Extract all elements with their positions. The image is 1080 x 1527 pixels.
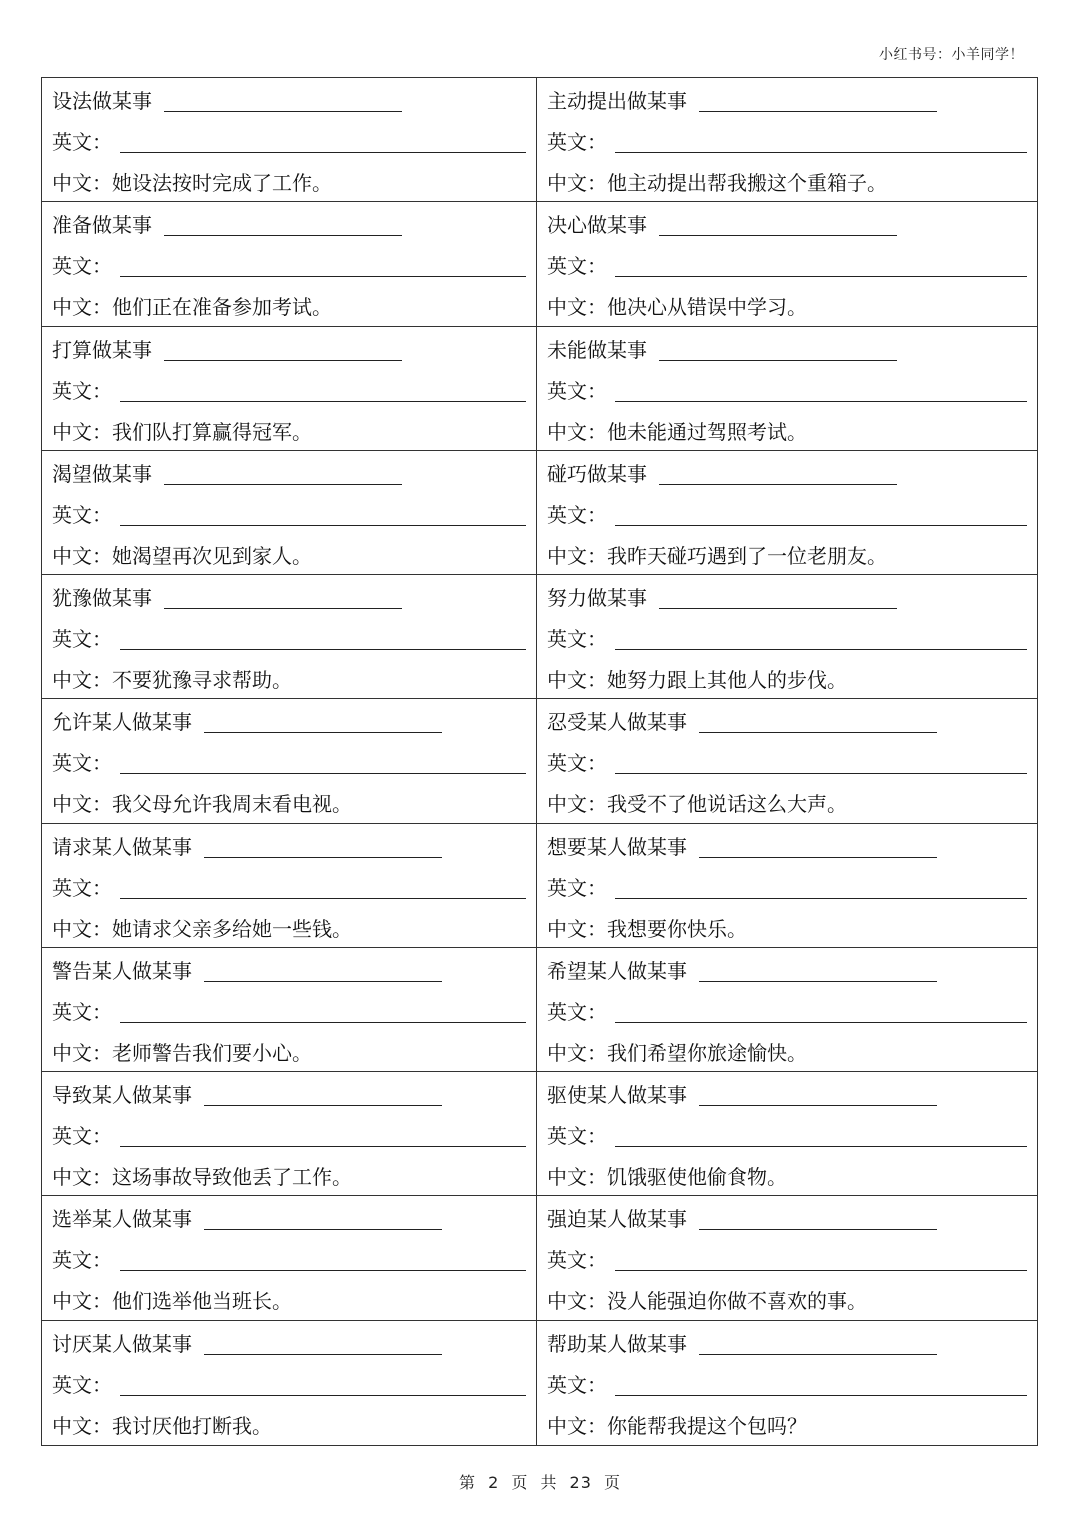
phrase-text: 犹豫做某事 [52, 586, 152, 611]
english-answer-blank[interactable] [615, 524, 1027, 526]
phrase-answer-blank[interactable] [164, 483, 402, 485]
chinese-sentence: 他决心从错误中学习。 [607, 295, 807, 320]
chinese-line [52, 656, 526, 697]
english-line [52, 118, 526, 159]
chinese-label: 中文： [52, 668, 112, 693]
english-line [547, 1236, 1027, 1277]
english-label: 英文： [547, 751, 607, 776]
chinese-sentence: 你能帮我提这个包吗？ [607, 1413, 807, 1438]
english-answer-blank[interactable] [120, 400, 526, 402]
exercise-cell [42, 78, 537, 202]
phrase-answer-blank[interactable] [699, 856, 937, 858]
english-line [547, 864, 1027, 905]
english-label: 英文： [52, 502, 112, 527]
english-line [52, 988, 526, 1029]
english-label: 英文： [52, 378, 112, 403]
phrase-line [547, 1082, 1027, 1112]
phrase-text: 准备做某事 [52, 213, 152, 238]
chinese-label: 中文： [52, 916, 112, 941]
chinese-sentence: 他们选举他当班长。 [112, 1289, 292, 1314]
chinese-sentence: 不要犹豫寻求帮助。 [112, 668, 292, 693]
chinese-line [547, 1277, 1027, 1318]
exercise-cell [42, 575, 537, 699]
english-label: 英文： [547, 1124, 607, 1149]
exercise-cell [537, 948, 1037, 1072]
phrase-answer-blank[interactable] [204, 1228, 442, 1230]
phrase-answer-blank[interactable] [204, 980, 442, 982]
phrase-line [547, 958, 1027, 988]
english-answer-blank[interactable] [120, 648, 526, 650]
phrase-text: 导致某人做某事 [52, 1083, 192, 1108]
phrase-answer-blank[interactable] [204, 731, 442, 733]
phrase-answer-blank[interactable] [204, 1104, 442, 1106]
phrase-text: 未能做某事 [547, 337, 647, 362]
chinese-line [52, 1277, 526, 1318]
phrase-answer-blank[interactable] [164, 359, 402, 361]
english-answer-blank[interactable] [120, 772, 526, 774]
english-line [52, 739, 526, 780]
chinese-sentence: 他未能通过驾照考试。 [607, 419, 807, 444]
exercise-cell [42, 699, 537, 823]
phrase-line [547, 709, 1027, 739]
chinese-line [52, 780, 526, 821]
english-answer-blank[interactable] [120, 1021, 526, 1023]
phrase-line [52, 1206, 526, 1236]
english-label: 英文： [52, 1124, 112, 1149]
exercise-cell [537, 327, 1037, 451]
chinese-sentence: 她请求父亲多给她一些钱。 [112, 916, 352, 941]
chinese-line [52, 1029, 526, 1070]
chinese-line [547, 905, 1027, 946]
english-answer-blank[interactable] [120, 1394, 526, 1396]
phrase-text: 允许某人做某事 [52, 710, 192, 735]
phrase-line [547, 834, 1027, 864]
phrase-line [52, 212, 526, 242]
chinese-line [547, 656, 1027, 697]
phrase-line [547, 461, 1027, 491]
english-answer-blank[interactable] [615, 1145, 1027, 1147]
phrase-text: 帮助某人做某事 [547, 1331, 687, 1356]
exercise-cell [537, 78, 1037, 202]
exercise-cell [537, 1072, 1037, 1196]
exercise-cell [537, 699, 1037, 823]
phrase-text: 决心做某事 [547, 213, 647, 238]
english-answer-blank[interactable] [615, 648, 1027, 650]
english-answer-blank[interactable] [120, 524, 526, 526]
phrase-answer-blank[interactable] [659, 359, 897, 361]
english-label: 英文： [52, 130, 112, 154]
english-answer-blank[interactable] [615, 400, 1027, 402]
phrase-answer-blank[interactable] [204, 856, 442, 858]
chinese-line [547, 532, 1027, 573]
chinese-line [547, 408, 1027, 449]
exercise-cell [42, 1321, 537, 1445]
chinese-sentence: 她努力跟上其他人的步伐。 [607, 668, 847, 693]
chinese-line [52, 1402, 526, 1443]
phrase-text: 设法做某事 [52, 89, 152, 113]
chinese-sentence: 我昨天碰巧遇到了一位老朋友。 [607, 543, 887, 568]
english-label: 英文： [547, 254, 607, 279]
chinese-label: 中文： [547, 1040, 607, 1065]
exercise-cell [42, 451, 537, 575]
phrase-line [547, 1206, 1027, 1236]
chinese-line [547, 1402, 1027, 1443]
english-answer-blank[interactable] [120, 151, 526, 153]
english-label: 英文： [547, 502, 607, 527]
phrase-answer-blank[interactable] [204, 1353, 442, 1355]
chinese-sentence: 饥饿驱使他偷食物。 [607, 1165, 787, 1190]
phrase-line [547, 1331, 1027, 1361]
phrase-line [52, 958, 526, 988]
chinese-sentence: 我们希望你旅途愉快。 [607, 1040, 807, 1065]
english-label: 英文： [52, 254, 112, 279]
english-answer-blank[interactable] [120, 1269, 526, 1271]
phrase-text: 打算做某事 [52, 337, 152, 362]
english-line [547, 1112, 1027, 1153]
header-note: 小红书号：小羊同学！ [879, 47, 1024, 63]
english-label: 英文： [52, 999, 112, 1024]
chinese-line [52, 408, 526, 449]
phrase-answer-blank[interactable] [699, 731, 937, 733]
english-line [547, 615, 1027, 656]
page-footer: 第 2 页 共 23 页 [459, 1473, 621, 1492]
phrase-line [52, 834, 526, 864]
phrase-text: 主动提出做某事 [547, 89, 687, 113]
chinese-label: 中文： [52, 1165, 112, 1190]
phrase-line [547, 88, 1027, 118]
exercise-cell [537, 575, 1037, 699]
phrase-answer-blank[interactable] [699, 110, 937, 112]
chinese-label: 中文： [52, 1040, 112, 1065]
phrase-line [547, 212, 1027, 242]
chinese-sentence: 我受不了他说话这么大声。 [607, 792, 847, 817]
english-line [52, 242, 526, 283]
exercise-cell [42, 1072, 537, 1196]
phrase-text: 强迫某人做某事 [547, 1207, 687, 1232]
phrase-line [547, 585, 1027, 615]
chinese-label: 中文： [52, 295, 112, 320]
phrase-answer-blank[interactable] [164, 110, 402, 112]
chinese-line [52, 283, 526, 324]
chinese-label: 中文： [52, 543, 112, 568]
chinese-label: 中文： [547, 792, 607, 817]
phrase-text: 选举某人做某事 [52, 1207, 192, 1232]
english-answer-blank[interactable] [615, 772, 1027, 774]
english-answer-blank[interactable] [120, 897, 526, 899]
phrase-text: 警告某人做某事 [52, 958, 192, 983]
english-label: 英文： [52, 1248, 112, 1273]
phrase-answer-blank[interactable] [164, 234, 402, 236]
chinese-line [52, 159, 526, 200]
english-line [52, 864, 526, 905]
chinese-label: 中文： [52, 1413, 112, 1438]
english-answer-blank[interactable] [120, 275, 526, 277]
chinese-line [547, 780, 1027, 821]
chinese-label: 中文： [52, 792, 112, 817]
english-label: 英文： [547, 1248, 607, 1273]
phrase-text: 碰巧做某事 [547, 461, 647, 486]
phrase-text: 驱使某人做某事 [547, 1083, 687, 1108]
chinese-label: 中文： [547, 916, 607, 941]
phrase-answer-blank[interactable] [699, 1228, 937, 1230]
english-answer-blank[interactable] [615, 151, 1027, 153]
chinese-line [547, 283, 1027, 324]
chinese-sentence: 我们队打算赢得冠军。 [112, 419, 312, 444]
chinese-label: 中文： [547, 419, 607, 444]
english-label: 英文： [52, 875, 112, 900]
chinese-sentence: 我想要你快乐。 [607, 916, 747, 941]
exercise-cell [537, 1321, 1037, 1445]
phrase-answer-blank[interactable] [699, 980, 937, 982]
chinese-sentence: 老师警告我们要小心。 [112, 1040, 312, 1065]
phrase-text: 希望某人做某事 [547, 958, 687, 983]
chinese-sentence: 她设法按时完成了工作。 [112, 171, 332, 195]
english-answer-blank[interactable] [120, 1145, 526, 1147]
phrase-answer-blank[interactable] [699, 1353, 937, 1355]
chinese-label: 中文： [52, 171, 112, 195]
exercise-cell [42, 824, 537, 948]
chinese-label: 中文： [547, 1165, 607, 1190]
chinese-line [547, 1153, 1027, 1194]
chinese-line [547, 1029, 1027, 1070]
exercise-cell [42, 948, 537, 1072]
chinese-label: 中文： [547, 543, 607, 568]
chinese-line [52, 532, 526, 573]
chinese-label: 中文： [52, 1289, 112, 1314]
chinese-sentence: 她渴望再次见到家人。 [112, 543, 312, 568]
chinese-line [52, 1153, 526, 1194]
exercise-cell [42, 327, 537, 451]
exercise-cell [537, 451, 1037, 575]
chinese-sentence: 这场事故导致他丢了工作。 [112, 1165, 352, 1190]
english-line [547, 739, 1027, 780]
english-label: 英文： [547, 627, 607, 652]
phrase-line [52, 461, 526, 491]
chinese-line [52, 905, 526, 946]
chinese-label: 中文： [547, 1413, 607, 1438]
phrase-line [52, 337, 526, 367]
english-label: 英文： [547, 378, 607, 403]
chinese-sentence: 他们正在准备参加考试。 [112, 295, 332, 320]
phrase-answer-blank[interactable] [699, 1104, 937, 1106]
english-line [52, 1361, 526, 1402]
english-line [547, 118, 1027, 159]
chinese-label: 中文： [547, 171, 607, 195]
phrase-answer-blank[interactable] [164, 607, 402, 609]
english-answer-blank[interactable] [615, 1021, 1027, 1023]
english-line [547, 367, 1027, 408]
english-label: 英文： [547, 999, 607, 1024]
english-label: 英文： [52, 627, 112, 652]
chinese-sentence: 没人能强迫你做不喜欢的事。 [607, 1289, 867, 1314]
phrase-text: 讨厌某人做某事 [52, 1331, 192, 1356]
exercise-table [41, 77, 1038, 1446]
english-line [547, 1361, 1027, 1402]
phrase-text: 请求某人做某事 [52, 834, 192, 859]
phrase-text: 努力做某事 [547, 586, 647, 611]
chinese-sentence: 我讨厌他打断我。 [112, 1413, 272, 1438]
phrase-line [52, 709, 526, 739]
chinese-label: 中文： [52, 419, 112, 444]
phrase-text: 想要某人做某事 [547, 834, 687, 859]
chinese-line [547, 159, 1027, 200]
english-label: 英文： [547, 1372, 607, 1397]
phrase-line [52, 1082, 526, 1112]
english-line [547, 491, 1027, 532]
phrase-line [52, 1331, 526, 1361]
chinese-label: 中文： [547, 1289, 607, 1314]
english-line [547, 988, 1027, 1029]
chinese-label: 中文： [547, 295, 607, 320]
exercise-cell [42, 1196, 537, 1320]
english-line [547, 242, 1027, 283]
english-line [52, 1112, 526, 1153]
chinese-sentence: 他主动提出帮我搬这个重箱子。 [607, 171, 887, 195]
phrase-answer-blank[interactable] [659, 483, 897, 485]
english-label: 英文： [547, 130, 607, 154]
english-line [52, 491, 526, 532]
english-answer-blank[interactable] [615, 1394, 1027, 1396]
english-answer-blank[interactable] [615, 1269, 1027, 1271]
english-answer-blank[interactable] [615, 275, 1027, 277]
chinese-label: 中文： [547, 668, 607, 693]
phrase-text: 渴望做某事 [52, 461, 152, 486]
english-label: 英文： [547, 875, 607, 900]
exercise-cell [537, 202, 1037, 326]
chinese-sentence: 我父母允许我周末看电视。 [112, 792, 352, 817]
english-label: 英文： [52, 1372, 112, 1397]
english-answer-blank[interactable] [615, 897, 1027, 899]
english-line [52, 1236, 526, 1277]
exercise-cell [42, 202, 537, 326]
english-label: 英文： [52, 751, 112, 776]
phrase-line [52, 88, 526, 118]
phrase-answer-blank[interactable] [659, 607, 897, 609]
english-line [52, 367, 526, 408]
phrase-line [547, 337, 1027, 367]
phrase-line [52, 585, 526, 615]
phrase-answer-blank[interactable] [659, 234, 897, 236]
english-line [52, 615, 526, 656]
phrase-text: 忍受某人做某事 [547, 710, 687, 735]
exercise-cell [537, 824, 1037, 948]
exercise-cell [537, 1196, 1037, 1320]
